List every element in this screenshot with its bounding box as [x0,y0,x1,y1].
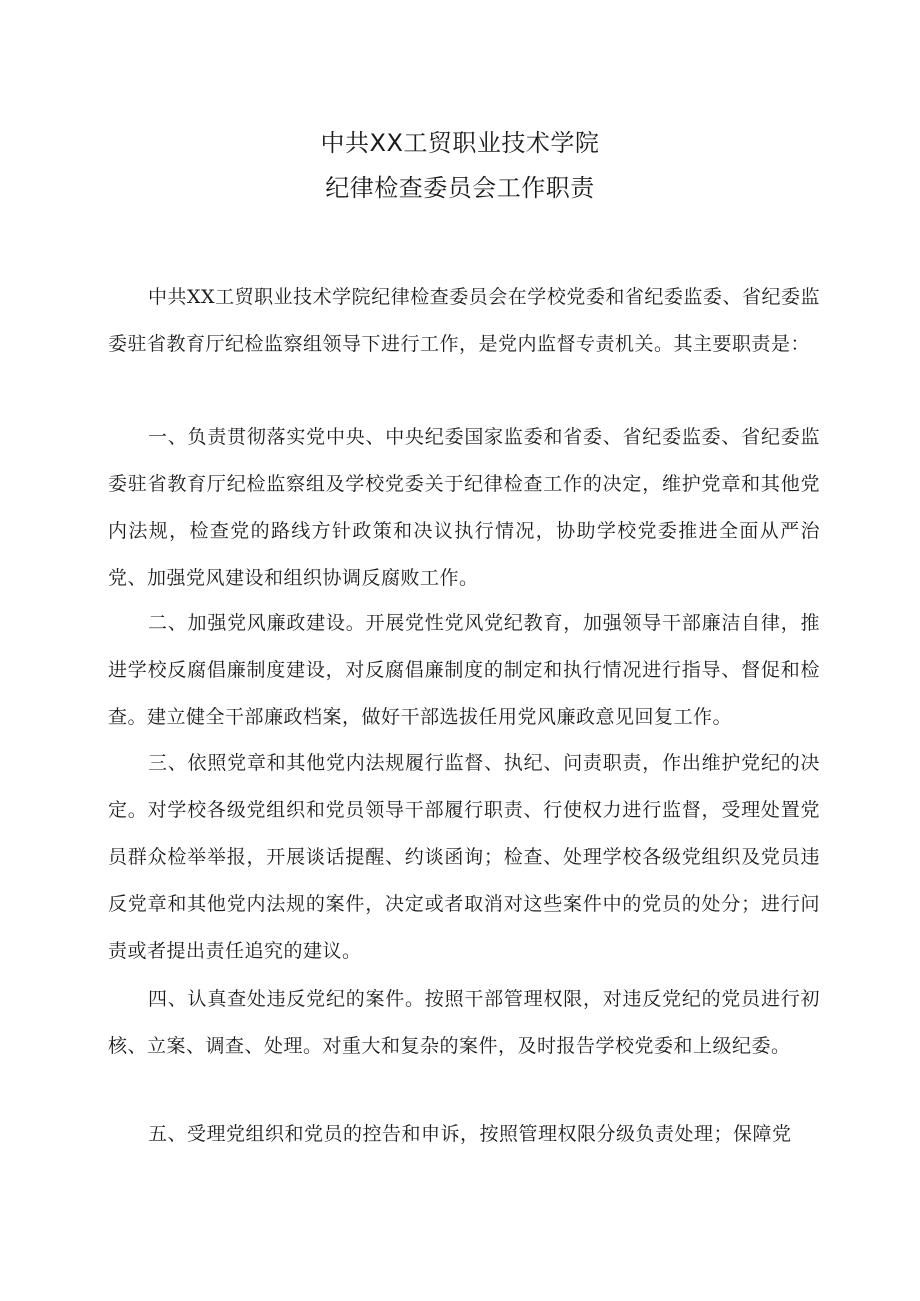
duty-paragraph-2: 二、加强党风廉政建设。开展党性党风党纪教育，加强领导干部廉洁自律，推进学校反腐倡廉制度建设，对反腐倡廉制度的制定和执行情况进行指导、督促和检查。建立健全干部廉政档案，做好干部选拔任用党风廉政意见回复工作。 [108,612,820,728]
document-title-line-1: 中共XX工贸职业技术学院 [320,129,600,157]
duty-paragraph-3: 三、依照党章和其他党内法规履行监督、执纪、问责职责，作出维护党纪的决定。对学校各级党组织和党员领导干部履行职责、行使权力进行监督，受理处置党员群众检举举报，开展谈话提醒、约谈函询；检查、处理学校各级党组织及党员违反党章和其他党内法规的案件，决定或者取消对这些案件中的党员的处分；进行问责或者提出责任追究的建议。 [108,752,820,962]
intro-paragraph: 中共XX工贸职业技术学院纪律检查委员会在学校党委和省纪委监委、省纪委监委驻省教育厅纪检监察组领导下进行工作，是党内监督专责机关。其主要职责是： [108,286,820,355]
document-title-line-2: 纪律检查委员会工作职责 [325,174,595,202]
duty-paragraph-4: 四、认真查处违反党纪的案件。按照干部管理权限，对违反党纪的党员进行初核、立案、调查、处理。对重大和复杂的案件，及时报告学校党委和上级纪委。 [108,988,820,1057]
duty-paragraph-5: 五、受理党组织和党员的控告和申诉，按照管理权限分级负责处理；保障党 [148,1123,792,1145]
duty-paragraph-1: 一、负责贯彻落实党中央、中央纪委国家监委和省委、省纪委监委、省纪委监委驻省教育厅纪检监察组及学校党委关于纪律检查工作的决定，维护党章和其他党内法规，检查党的路线方针政策和决议执行情况，协助学校党委推进全面从严治党、加强党风建设和组织协调反腐败工作。 [108,426,820,589]
